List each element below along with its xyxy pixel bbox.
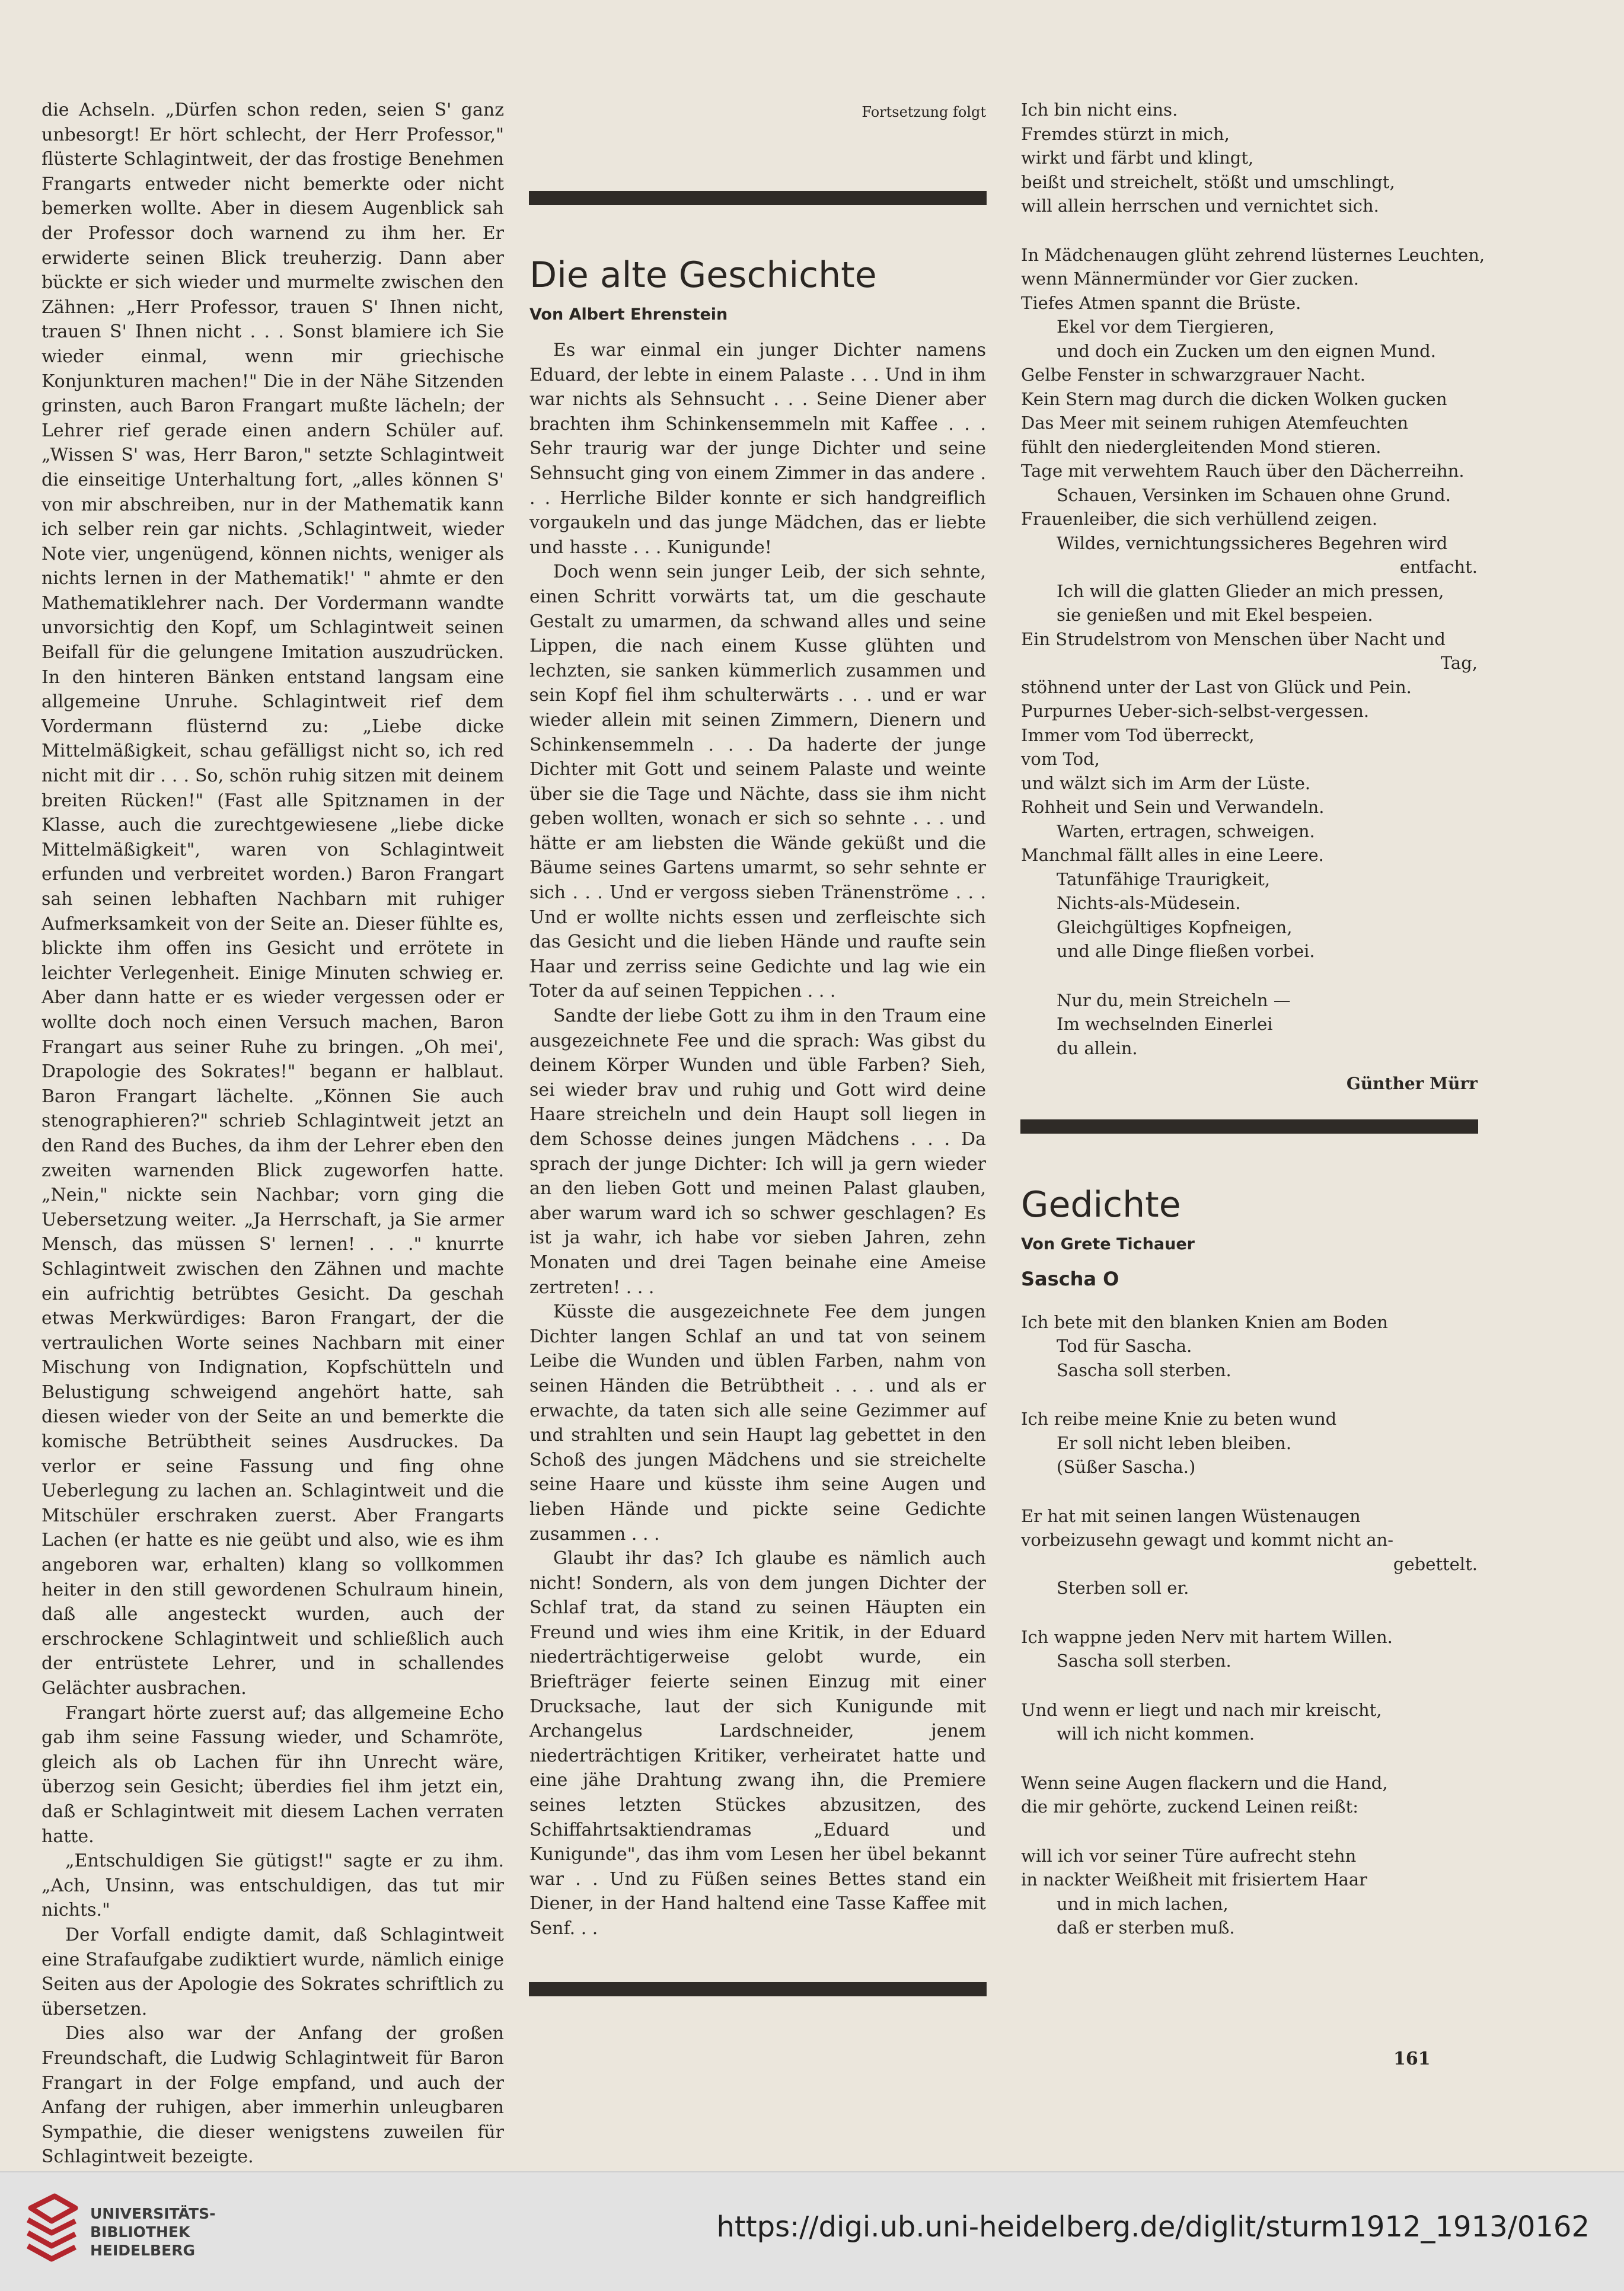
poems-byline: Von Grete Tichauer xyxy=(1021,1234,1195,1253)
poem-line: Frauenleiber, die sich verhüllend zeigen. xyxy=(1021,509,1378,529)
poems-title: Gedichte xyxy=(1021,1183,1181,1226)
poem-line: beißt und streichelt, stößt und umschlingt, xyxy=(1021,171,1395,192)
column-2 xyxy=(529,98,986,1996)
poem-line: Sascha soll sterben. xyxy=(1057,1651,1231,1671)
paragraph: Glaubt ihr das? Ich glaube es nämlich auch nicht! Sondern, als von dem jungen Dichter der Schlaf trat, da stand zu seinen Häupten ein Freund und wies ihm eine Kritik, in der Eduard niederträchtigerweise gelobt wurde, ein Briefträger feierte seinen Einzug mit einer Drucksache, laut der sich Kunigunde mit Archangelus Lardschneider, jenem niederträchtigen Kritiker, verheiratet hatte und eine jähe Drahtung zwang ihn, die Premiere seines letzten Stückes abzusitzen, des Schiffahrtsaktiendramas „Eduard und Kunigunde", das ihm vom Lesen her übel bekannt war . . Und zu Füßen seines Bettes stand ein Diener, in der Hand haltend eine Tasse Kaffee mit Senf. . . xyxy=(529,1548,986,1939)
poem-line: daß er sterben muß. xyxy=(1057,1917,1235,1938)
poem-line: Purpurnes Ueber-sich-selbst-vergessen. xyxy=(1021,701,1370,721)
poem-line: Ekel vor dem Tiergieren, xyxy=(1057,317,1275,337)
poem-line: Er hat mit seinen langen Wüstenaugen xyxy=(1021,1505,1361,1526)
library-name-line: UNIVERSITÄTS- xyxy=(90,2205,216,2222)
poem-line: in nackter Weißheit mit frisiertem Haar xyxy=(1021,1869,1368,1890)
paragraph: Küsste die ausgezeichnete Fee dem jungen Dichter langen Schlaf an und tat von seinem Leibe die Wunden und üblen Farben, nahm von seinen Händen die Betrübtheit . . . und als er erwachte, da taten sich alle seine Gezimmer auf und strahlten und sein Haupt lag gebettet in den Schoß des jungen Mädchens und sie streichelte seine Haare und küsste ihm seine Augen und lieben Hände und pickte seine Gedichte zusammen . . . xyxy=(529,1301,986,1545)
page-number: 161 xyxy=(1393,2049,1431,2069)
paragraph: „Entschuldigen Sie gütigst!" sagte er zu ihm. „Ach, Unsinn, was entschuldigen, das tut mir nichts." xyxy=(42,1850,504,1921)
poem-line: und alle Dinge fließen vorbei. xyxy=(1057,941,1315,961)
poem-line: wirkt und färbt und klingt, xyxy=(1021,148,1254,168)
poem-line: Immer vom Tod überreckt, xyxy=(1021,725,1255,745)
poem-line: und wälzt sich im Arm der Lüste. xyxy=(1021,773,1311,793)
poem-tichauer xyxy=(1021,1310,1478,1940)
poem-line: Gleichgültiges Kopfneigen, xyxy=(1057,917,1293,937)
poem-line: Ich reibe meine Knie zu beten wund xyxy=(1021,1409,1337,1429)
poem-line: Fremdes stürzt in mich, xyxy=(1021,123,1230,144)
paragraph: Der Vorfall endigte damit, daß Schlagintweit eine Strafaufgabe zudiktiert wurde, nämlich einige Seiten aus der Apologie des Sokrates schriftlich zu übersetzen. xyxy=(42,1924,504,2019)
poem-line: Das Meer mit seinem ruhigen Atemfeuchten xyxy=(1021,413,1409,433)
poem-line: Sterben soll er. xyxy=(1057,1578,1189,1598)
poem-line: Kein Stern mag durch die dicken Wolken gucken xyxy=(1021,388,1447,409)
poem-line: Und wenn er liegt und nach mir kreischt, xyxy=(1021,1699,1382,1720)
paragraph: Es war einmal ein junger Dichter namens Eduard, der lebte in einem Palaste . . . Und in ihm war nichts als Sehnsucht . . . Seine Diener aber brachten ihm Schinkensemmeln mit Kaffee . . . Sehr traurig war der junge Dichter und seine Sehnsucht ging von einem Zimmer in das andere . . . Herrliche Bilder konnte er sich handgreiflich vorgaukeln und das junge Mädchen, das er liebte und hasste . . . Kunigunde! xyxy=(529,340,986,558)
poem-line: Ich bete mit den blanken Knien am Boden xyxy=(1021,1312,1388,1332)
poem-line: wenn Männermünder vor Gier zucken. xyxy=(1021,269,1360,289)
poem-line: Nur du, mein Streicheln — xyxy=(1057,990,1291,1010)
poem-line: stöhnend unter der Last von Glück und Pein. xyxy=(1021,677,1412,697)
poem-line: du allein. xyxy=(1057,1038,1138,1058)
poem-line: (Süßer Sascha.) xyxy=(1057,1457,1196,1477)
story-title: Die alte Geschichte xyxy=(529,254,877,296)
paragraph: Sandte der liebe Gott zu ihm in den Traum eine ausgezeichnete Fee und die sprach: Was gibst du deinem Körper Wunden und üble Farben? Sieh, sei wieder brav und ruhig und Gott wird deine Haare streicheln und dein Haupt soll liegen in dem Schosse deines jungen Mädchens . . . Da sprach der junge Dichter: Ich will ja gern wieder an den lieben Gott und meinen Palast glauben, aber warum ward ich so schwer geschlagen? Es ist ja wahr, ich habe vor sieben Jahren, zehn Monaten und drei Tagen beinahe eine Ameise zertreten! . . . xyxy=(529,1006,986,1298)
poem-line: Ich wappne jeden Nerv mit hartem Willen. xyxy=(1021,1626,1393,1647)
column-1 xyxy=(42,98,504,2169)
footer-bar xyxy=(0,2171,1624,2291)
poem-line: und in mich lachen, xyxy=(1057,1893,1229,1914)
library-logo-icon xyxy=(19,2190,84,2273)
poem-line: Ein Strudelstrom von Menschen über Nacht und xyxy=(1021,628,1446,649)
paragraph: die Achseln. „Dürfen schon reden, seien S' ganz unbesorgt! Er hört schlecht, der Herr Professor," flüsterte Schlagintweit, der das frostige Benehmen Frangarts entweder nicht bemerkte oder nicht bemerken wollte. Aber in diesem Augenblick sah der Professor doch warnend zu ihm her. Er erwiderte seinen Blick treuherzig. Dann aber bückte er sich wieder und murmelte zwischen den Zähnen: „Herr Professor, trauen S' Ihnen nicht, trauen S' Ihnen nicht . . . Sonst blamiere ich Sie wieder einmal, wenn mir griechische Konjunkturen machen!" Die in der Nähe Sitzenden grinsten, auch Baron Frangart mußte lächeln; der Lehrer rief gerade einen andern Schüler auf. „Wissen S' was, Herr Baron," setzte Schlagintweit die einseitige Unterhaltung fort, „alles können S' von mir abschreiben, nur in der Mathematik kann ich selber rein gar nichts. ‚Schlagintweit, wieder Note vier, ungenügend, können nichts, weniger als nichts lernen in der Mathematik!' " ahmte er den Mathematiklehrer nach. Der Vordermann wandte unvorsichtig den Kopf, um Schlagintweit seinen Beifall für die gelungene Imitation auszudrücken. In den hinteren Bänken entstand langsam eine allgemeine Unruhe. Schlagintweit rief dem Vordermann flüsternd zu: „Liebe dicke Mittelmäßigkeit, schau gefälligst nicht so, ich red nicht mit dir . . . So, schön ruhig sitzen mit deinem breiten Rücken!" (Fast alle Spitznamen in der Klasse, auch die zurechtgewiesene „liebe dicke Mittelmäßigkeit", waren von Schlagintweit erfunden und verbreitet worden.) Baron Frangart sah seinen lebhaften Nachbarn mit ruhiger Aufmerksamkeit von der Seite an. Dieser fühlte es, blickte ihm offen ins Gesicht und errötete in leichter Verlegenheit. Einige Minuten schwieg er. Aber dann hatte er es wieder vergessen oder er wollte doch noch einen Versuch machen, Baron Frangart aus seiner Ruhe zu bringen. „Oh mei', Drapologie des Sokrates!" begann er halblaut. Baron Frangart lächelte. „Können Sie auch stenographieren?" schrieb Schlagintweit jetzt an den Rand des Buches, da ihm der Lehrer eben den zweiten warnenden Blick zugeworfen hatte. „Nein," nickte sein Nachbar; vorn ging die Uebersetzung weiter. „Ja Herrschaft, ja Sie armer Mensch, das müssen S' lernen! . . ." knurrte Schlagintweit zwischen den Zähnen und machte ein aufrichtig betrübtes Gesicht. Da geschah etwas Merkwürdiges: Baron Frangart, der die vertraulichen Worte seines Nachbarn mit einer Mischung von Indignation, Kopfschütteln und Belustigung schweigend angehört hatte, sah diesen wieder von der Seite an und bemerkte die komische Betrübtheit seines Ausdruckes. Da verlor er seine Fassung und fing ohne Ueberlegung zu lachen an. Schlagintweit und die Mitschüler erschraken zuerst. Aber Frangarts Lachen (er hatte es nie geübt und also, wie es ihm angeboren war, erhalten) klang so vollkommen heiter in den still gewordenen Schulraum hinein, daß alle angesteckt wurden, auch der erschrockene Schlagintweit und schließlich auch der entrüstete Lehrer, und in schallendes Gelächter ausbrachen. xyxy=(42,100,504,1699)
poem-line: Schauen, Versinken im Schauen ohne Grund. xyxy=(1057,484,1451,505)
library-name xyxy=(90,2204,215,2260)
poem-murr xyxy=(1021,98,1485,1096)
poem-line: Ich will die glatten Glieder an mich pressen, xyxy=(1057,580,1444,601)
paragraph: Dies also war der Anfang der großen Freundschaft, die Ludwig Schlagintweit für Baron Frangart in der Folge empfand, und auch der Anfang der ruhigen, aber immerhin unleugbaren Sympathie, die dieser wenigstens zuweilen für Schlagintweit bezeigte. xyxy=(42,2023,504,2168)
poem-line: Rohheit und Sein und Verwandeln. xyxy=(1021,797,1325,817)
poem-line: Tiefes Atmen spannt die Brüste. xyxy=(1021,292,1301,313)
poem-line: und doch ein Zucken um den eignen Mund. xyxy=(1057,340,1436,361)
poem-line: gebettelt. xyxy=(1393,1553,1478,1574)
poem-line: Wildes, vernichtungssicheres Begehren wird xyxy=(1057,532,1448,553)
paragraph: Doch wenn sein junger Leib, der sich sehnte, einen Schritt vorwärts tat, um die geschaute Gestalt zu umarmen, da schwand alles und seine Lippen, die nach einem Kusse glühten und lechzten, sie sanken kümmerlich zusammen und sein Kopf fiel ihm schulterwärts . . . und er war wieder allein mit seinen Zimmern, Dienern und Schinkensemmeln . . . Da haderte der junge Dichter mit Gott und seinem Palaste und weinte über sie die Tage und Nächte, dass sie ihm nicht geben wollten, wonach er sich so sehnte . . . und hätte er am liebsten die Wände geküßt und die Bäume seines Gartens umarmt, so sehr sehnte er sich . . . Und er vergoss sieben Tränenströme . . . Und er wollte nichts essen und zerfleischte sich das Gesicht und die lieben Hände und raufte sein Haar und zerriss seine Gedichte und lag wie ein Toter da auf seinen Teppichen . . . xyxy=(529,561,986,1002)
poem-line: Nichts-als-Müdesein. xyxy=(1057,893,1241,913)
poem-line: Tod für Sascha. xyxy=(1057,1336,1192,1356)
continued-note: Fortsetzung folgt xyxy=(862,104,986,120)
poem-line: Sascha soll sterben. xyxy=(1057,1360,1231,1380)
source-url-link[interactable]: https://digi.ub.uni-heidelberg.de/diglit/sturm1912_1913/0162 xyxy=(716,2210,1590,2244)
poem-line: Tag, xyxy=(1440,653,1478,673)
poem-line: will allein herrschen und vernichtet sich. xyxy=(1021,196,1379,216)
divider xyxy=(529,192,986,205)
poem-line: Im wechselnden Einerlei xyxy=(1057,1014,1273,1034)
poem-line: will ich nicht kommen. xyxy=(1057,1724,1255,1744)
poem-line: Er soll nicht leben bleiben. xyxy=(1057,1432,1292,1453)
poem-author: Günther Mürr xyxy=(1346,1074,1478,1093)
poem-line: Manchmal fällt alles in eine Leere. xyxy=(1021,845,1324,865)
divider xyxy=(529,1983,986,1996)
poem-line: Ich bin nicht eins. xyxy=(1021,100,1178,120)
poem-line: Warten, ertragen, schweigen. xyxy=(1057,821,1315,841)
column-3 xyxy=(1021,98,1485,1940)
poem-line: In Mädchenaugen glüht zehrend lüsternes Leuchten, xyxy=(1021,244,1485,265)
poem-line: Tatunfähige Traurigkeit, xyxy=(1057,869,1271,889)
poem-line: fühlt den niedergleitenden Mond stieren. xyxy=(1021,436,1381,457)
poem-subtitle: Sascha O xyxy=(1021,1267,1119,1290)
poem-line: Wenn seine Augen flackern und die Hand, xyxy=(1021,1772,1388,1793)
library-name-line: BIBLIOTHEK xyxy=(90,2223,190,2241)
divider xyxy=(1021,1120,1478,1133)
paragraph: Frangart hörte zuerst auf; das allgemeine Echo gab ihm seine Fassung wieder, und Schamröte, gleich als ob Lachen für ihn Unrecht wäre, überzog sein Gesicht; überdies fiel ihm jetzt ein, daß er Schlagintweit mit diesem Lachen verraten hatte. xyxy=(42,1702,504,1847)
poem-line: entfacht. xyxy=(1399,557,1478,577)
library-name-line: HEIDELBERG xyxy=(90,2242,195,2259)
poem-line: will ich vor seiner Türe aufrecht stehn xyxy=(1021,1845,1357,1866)
poem-line: vorbeizusehn gewagt und kommt nicht an- xyxy=(1021,1530,1394,1550)
poem-line: Gelbe Fenster in schwarzgrauer Nacht. xyxy=(1021,365,1366,385)
poem-line: die mir gehörte, zuckend Leinen reißt: xyxy=(1021,1797,1358,1817)
poem-line: vom Tod, xyxy=(1021,749,1100,769)
poem-line: Tage mit verwehtem Rauch über den Dächerreihn. xyxy=(1021,461,1465,481)
story-byline: Von Albert Ehrenstein xyxy=(529,305,728,324)
poem-line: sie genießen und mit Ekel bespeien. xyxy=(1057,605,1373,625)
